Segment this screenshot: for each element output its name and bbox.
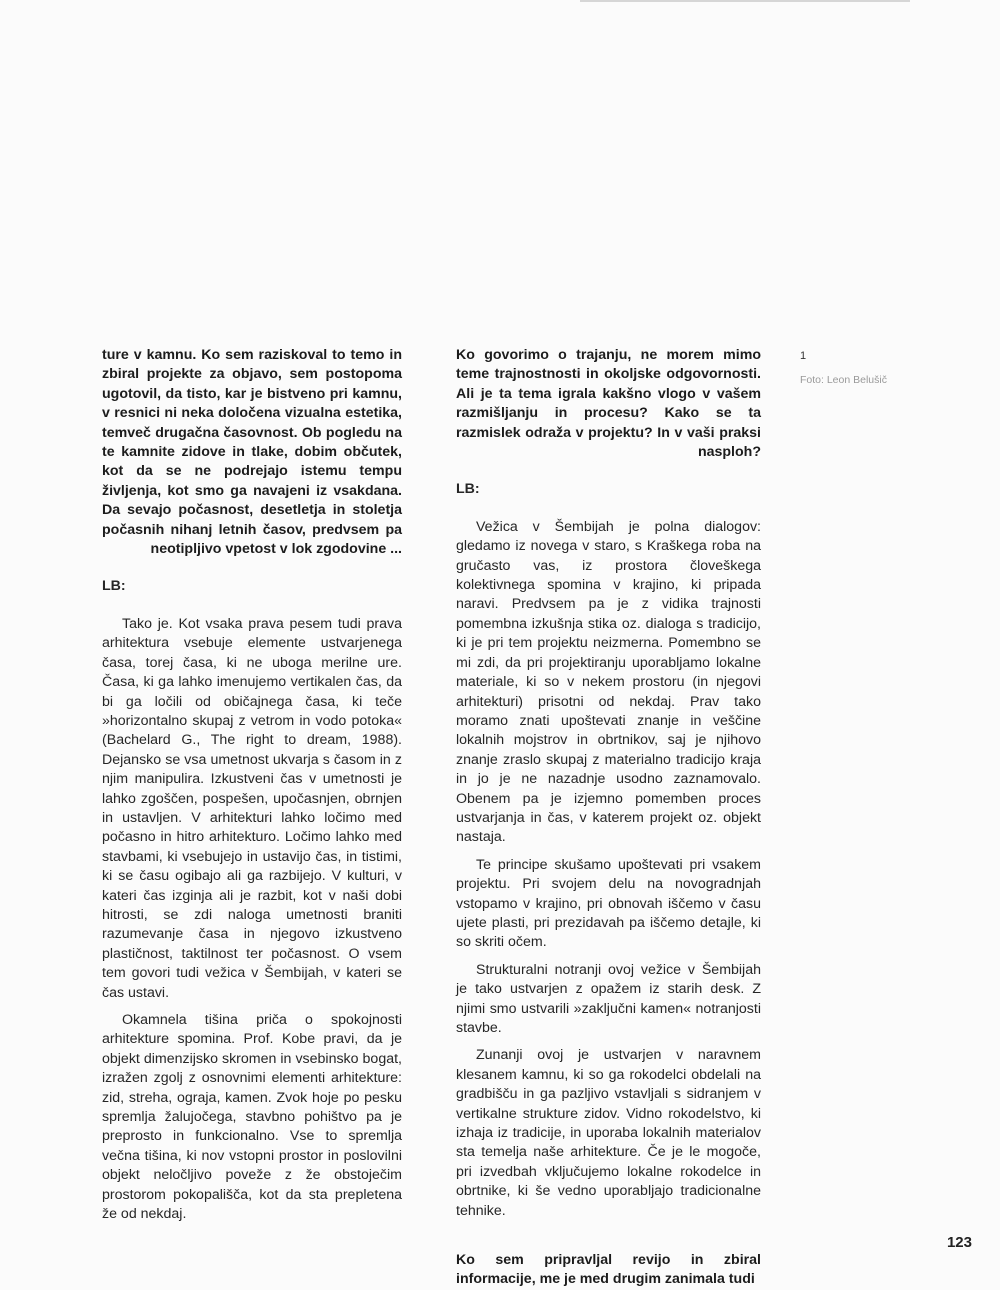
figure-number: 1: [800, 350, 807, 362]
answer-paragraph: Okamnela tišina priča o spokojnosti arhitekture spomina. Prof. Kobe pravi, da je objekt dimenzijsko skromen in vsebinsko bogat, izražen zgolj z osnovnimi elementi arhitekture: zid, streha, ograja, kamen. Zvok hoje po pesku spremlja žalujočega, stavbno pohištvo pa je preprosto in funkcionalno. Vse to spremlja večna tišina, ki nov vstopni prostor in poslovilni objekt neločljivo poveže z že obstoječim prostorom pokopališča, kot da sta prepletena že od nekdaj.: [102, 1012, 402, 1223]
interview-question-intro: ture v kamnu. Ko sem raziskoval to temo in zbiral projekte za objavo, sem postopoma ugotovil, da tisto, kar je bistveno pri kamnu, v resnici ni neka določena vizualna estetika, temveč drugačna časovnost. Ob pogledu na te kamnite zidove in tlake, dobim občutek, kot da se ne podrejajo istemu tempu življenja, kot smo ga navajeni iz vsakdana. Da sevajo počasnost, desetletja in stoletja počasnih nihanj letnih časov, predvsem pa neotipljivo vpetost v lok zgodovine ...: [102, 347, 402, 558]
answer-paragraph: Strukturalni notranji ovoj vežice v Šembijah je tako ustvarjen z opažem iz starih desk. Z njimi smo ustvarili »zaključni kamen« notranjosti stavbe.: [456, 961, 761, 1036]
answer-paragraph: Zunanji ovoj je ustvarjen v naravnem klesanem kamnu, ki so ga rokodelci obdelali na gradbišču in ga pazljivo vstavljali s sidranjem v vertikalne strukture zidov. Vidno rokodelstvo, ki izhaja iz tradicije, in uporaba lokalnih materialov sta temelja naše arhitekture. Če je le mogoče, pri izvedbah vključujemo lokalne rokodelce in obrtnike, ki še vedno uporabljajo tradicionalne tehnike.: [456, 1047, 761, 1219]
speaker-label: LB:: [102, 578, 126, 595]
answer-paragraph: Vežica v Šembijah je polna dialogov: gledamo iz novega v staro, s Kraškega roba na gručasto vas, iz prostora človeškega kolektivnega spomina v krajino, ki pripada naravi. Predvsem pa je z vidika trajnosti pomembna izkušnja stika oz. dialoga s tradicijo, ki je pri tem projektu neizmerna. Pomembno se mi zdi, da pri projektiranju uporabljamo lokalne materiale, ki so v nekem prostoru (in njegovi arhitekturi) prisotni od nekdaj. Prav tako moramo znati upoštevati znanje in veščine lokalnih mojstrov in obrtnikov, saj je njihovo znanje zraslo skupaj z materialno tradicijo kraja in jo je ne nazadnje usodno zaznamovalo. Obenem pa je izjemno pomemben proces ustvarjanja in čas, v katerem projekt oz. objekt nastaja.: [456, 518, 761, 846]
right-column: [456, 346, 761, 1290]
answer-paragraph: Tako je. Kot vsaka prava pesem tudi prava arhitektura vsebuje elemente ustvarjenega časa, torej časa, ki ne uboga merilne ure. Časa, ki ga lahko imenujemo vertikalen čas, da bi ga ločili od običajnega časa, ki teče »horizontalno skupaj z vetrom in vodo potoka« (Bachelard G., The right to dream, 1988). Dejansko se vsa umetnost ukvarja s časom in z njim manipulira. Izkustveni čas v umetnosti je lahko zgoščen, pospešen, upočasnjen, obrnjen in ustavljen. V arhitekturi lahko ločimo med počasno in hitro arhitekturo. Ločimo lahko med stavbami, ki vsebujejo in ustavijo čas, in tistimi, ki se času ogibajo ali ga razbijejo. V kulturi, v kateri čas izginja ali je razbit, kot v naši dobi hitrosti, se zdi naloga umetnosti braniti razumevanje časa in njegovo izkustveno plastičnost, taktilnost ter počasnost. O vsem tem govori tudi vežica v Šembijah, v kateri se čas ustavi.: [102, 615, 402, 1001]
left-column: [102, 346, 402, 1224]
interview-question: Ko govorimo o trajanju, ne morem mimo teme trajnostnosti in okoljske odgovornosti. Ali je ta tema igrala kakšno vlogo v vašem razmišljanju in procesu? Kako se ta razmislek odraža v projektu? In v vaši praksi nasploh?: [456, 347, 761, 461]
interview-question-closing: Ko sem pripravljal revijo in zbiral informacije, me je med drugim zanimala tudi: [456, 1252, 761, 1288]
speaker-label: LB:: [456, 481, 480, 498]
photo-credit: Foto: Leon Belušič: [800, 374, 887, 386]
photo-credit-sidenote: [800, 350, 887, 386]
page-number: 123: [946, 1234, 972, 1251]
answer-paragraph: Te principe skušamo upoštevati pri vsakem projektu. Pri svojem delu na novogradnjah vstopamo v krajino, pri obnovah iščemo v času ujete plasti, pri prezidavah pa iščemo detajle, ki so skriti očem.: [456, 856, 761, 951]
top-rule: [580, 0, 910, 2]
